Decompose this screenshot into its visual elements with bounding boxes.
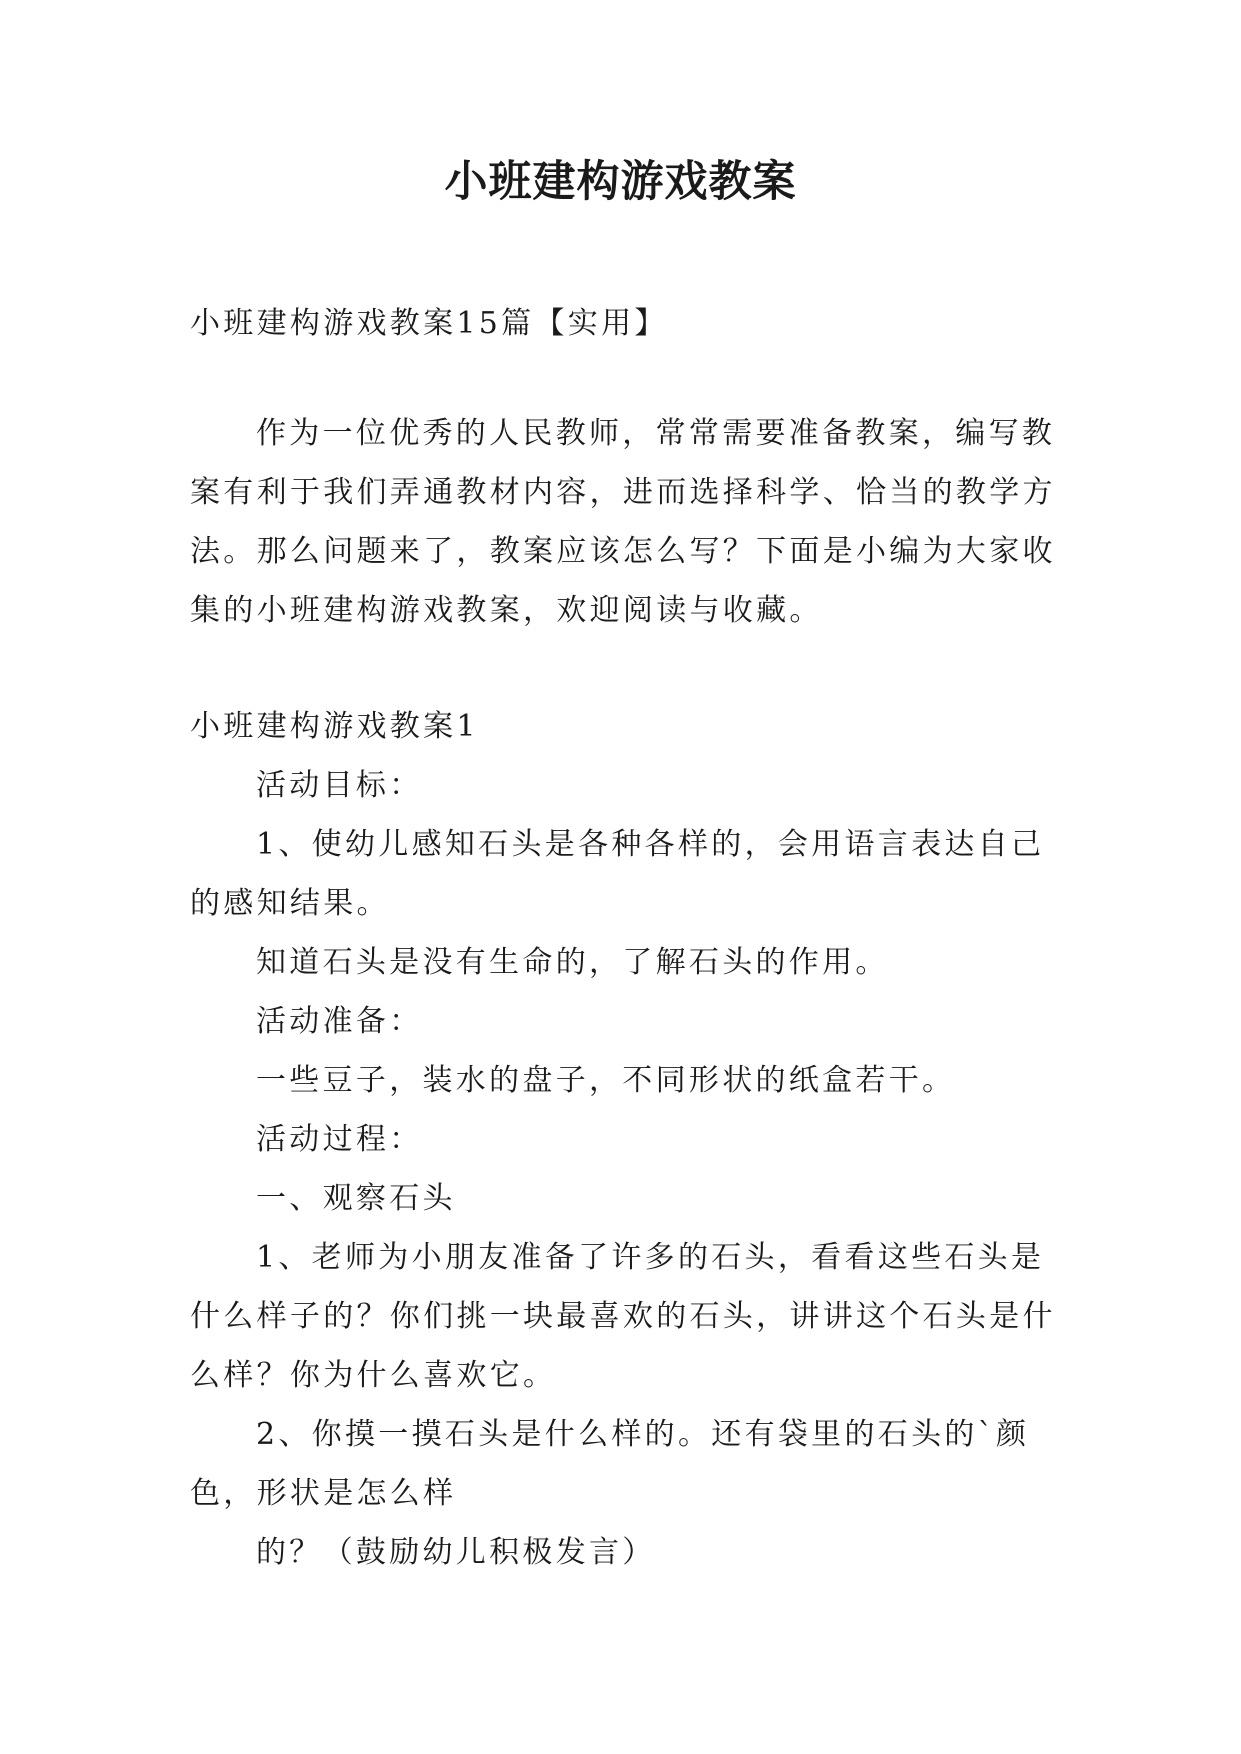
section-title: 小班建构游戏教案1 [190, 709, 479, 744]
paragraph-goals-heading: 活动目标： [256, 768, 423, 803]
paragraph-step-1-2-cont: 的？（鼓励幼儿积极发言） [256, 1535, 656, 1570]
paragraph-step-1-1: 1、老师为小朋友准备了许多的石头，看看这些石头是什么样子的？你们挑一块最喜欢的石头，讲讲这个石头是什么样？你为什么喜欢它。 [190, 1240, 1056, 1393]
intro-paragraph: 作为一位优秀的人民教师，常常需要准备教案，编写教案有利于我们弄通教材内容，进而选择科学、恰当的教学方法。那么问题来了，教案应该怎么写？下面是小编为大家收集的小班建构游戏教案，欢迎阅读与收藏。 [190, 416, 1056, 628]
paragraph-goal-1: 1、使幼儿感知石头是各种各样的，会用语言表达自己的感知结果。 [190, 827, 1045, 921]
paragraph-prep-heading: 活动准备： [256, 1004, 423, 1039]
paragraph-process-heading: 活动过程： [256, 1122, 423, 1157]
paragraph-step-1-2: 2、你摸一摸石头是什么样的。还有袋里的石头的`颜色，形状是怎么样 [190, 1417, 1030, 1511]
document-title: 小班建构游戏教案 [444, 157, 797, 207]
paragraph-prep-items: 一些豆子，装水的盘子，不同形状的纸盒若干。 [256, 1063, 956, 1098]
paragraph-step-1-heading: 一、观察石头 [256, 1181, 456, 1216]
section-body [190, 756, 1060, 1582]
paragraph-goal-2: 知道石头是没有生命的，了解石头的作用。 [256, 945, 889, 980]
document-subtitle: 小班建构游戏教案15篇【实用】 [190, 306, 668, 341]
